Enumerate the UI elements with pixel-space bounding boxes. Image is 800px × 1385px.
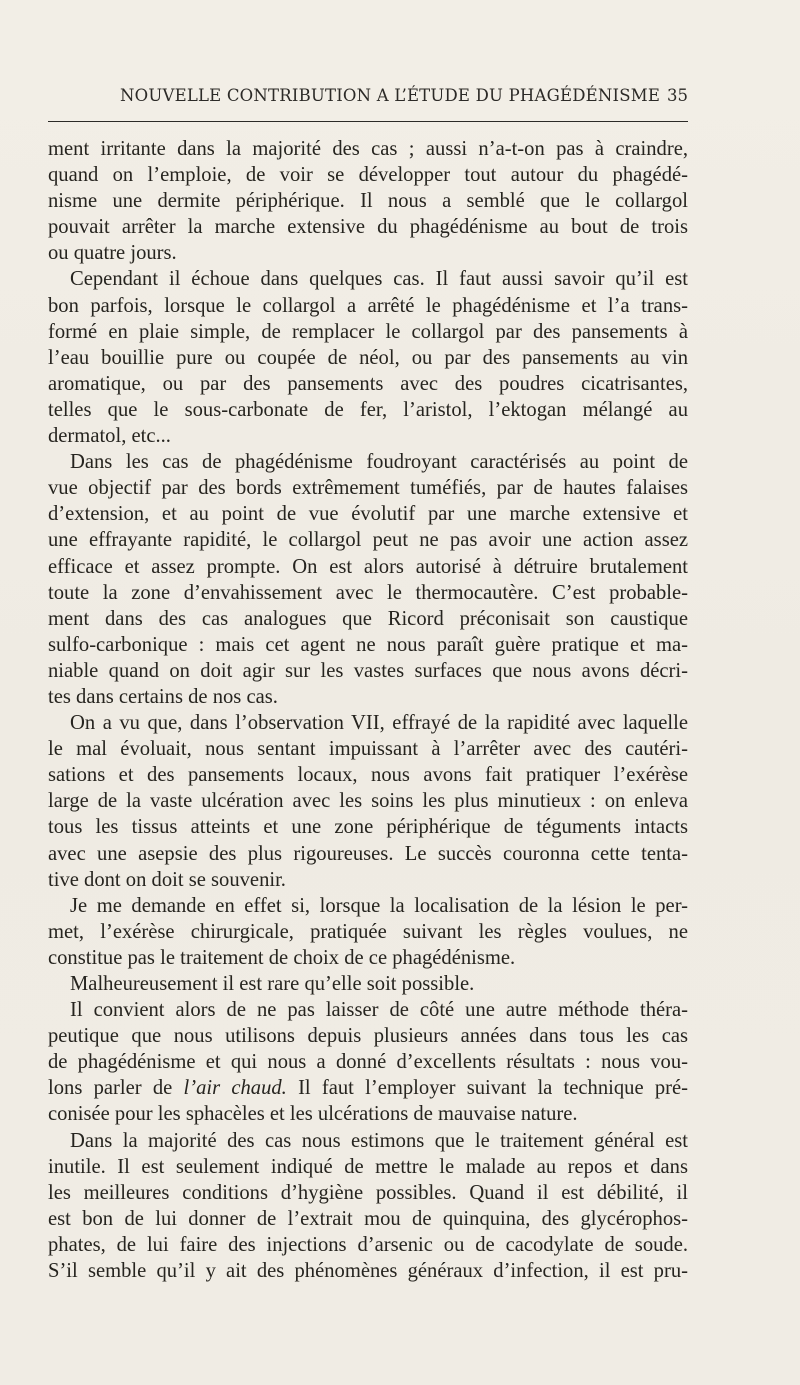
text-line: une effrayante rapidité, le collargol peut ne pas avoir une action assez (48, 529, 688, 552)
running-header (48, 84, 688, 112)
text-line: bon parfois, lorsque le collargol a arrêté le phagédénisme et l’a trans- (48, 294, 688, 317)
text-line: Il convient alors de ne pas laisser de côté une autre méthode théra- (70, 999, 688, 1022)
text-line: dermatol, etc... (48, 425, 171, 448)
text-line: l’eau bouillie pure ou coupée de néol, ou par des pansements au vin (48, 346, 688, 369)
text-line: ment irritante dans la majorité des cas ; aussi n’a-t-on pas à craindre, (48, 138, 688, 160)
header-rule (48, 121, 688, 122)
text-line: Malheureusement il est rare qu’elle soit possible. (70, 973, 475, 995)
text-line: toute la zone d’envahissement avec le thermocautère. C’est probable- (48, 581, 688, 604)
text-line: sulfo-carbonique : mais cet agent ne nous paraît guère pratique et ma- (48, 633, 688, 656)
text-line: sations et des pansements locaux, nous avons fait pratiquer l’exérèse (48, 764, 688, 787)
text-line: conisée pour les sphacèles et les ulcérations de mauvaise nature. (48, 1103, 578, 1126)
page-number: 35 (667, 86, 688, 105)
running-title: NOUVELLE CONTRIBUTION A L’ÉTUDE DU PHAGÉDÉNISME (120, 86, 661, 105)
text-line: ment dans des cas analogues que Ricord préconisait son caustique (48, 607, 688, 630)
text-line: telles que le sous-carbonate de fer, l’aristol, l’ektogan mélangé au (48, 398, 688, 421)
text-line: ou quatre jours. (48, 242, 177, 265)
text-line: est bon de lui donner de l’extrait mou de quinquina, des glycérophos- (48, 1207, 688, 1230)
body-text (48, 136, 688, 1284)
text-line: phates, de lui faire des injections d’arsenic ou de cacodylate de soude. (48, 1233, 688, 1256)
text-line: le mal évoluait, nous sentant impuissant à l’arrêter avec des cautéri- (48, 738, 688, 761)
italic-term: l’air chaud. (183, 1077, 287, 1100)
text-line: les meilleures conditions d’hygiène possibles. Quand il est débilité, il (48, 1181, 688, 1204)
text-line: tous les tissus atteints et une zone périphérique de téguments intacts (48, 816, 688, 839)
text-line: aromatique, ou par des pansements avec des poudres cicatrisantes, (48, 372, 688, 395)
text-line: peutique que nous utilisons depuis plusieurs années dans tous les cas (48, 1025, 688, 1048)
text-line: Dans les cas de phagédénisme foudroyant caractérisés au point de (70, 451, 688, 474)
text-line (48, 1075, 688, 1101)
text-line: quand on l’emploie, de voir se développer tout autour du phagédé- (48, 164, 688, 187)
text-line: pouvait arrêter la marche extensive du phagédénisme au bout de trois (48, 216, 688, 239)
text-segment: lons parler de (48, 1077, 184, 1100)
text-line: efficace et assez prompte. On est alors autorisé à détruire brutalement (48, 555, 688, 578)
text-line: inutile. Il est seulement indiqué de mettre le malade au repos et dans (48, 1155, 688, 1178)
text-line: nisme une dermite périphérique. Il nous a semblé que le collargol (48, 190, 688, 213)
text-line: On a vu que, dans l’observation VII, effrayé de la rapidité avec laquelle (70, 712, 688, 735)
text-line: de phagédénisme et qui nous a donné d’excellents résultats : nous vou- (48, 1051, 688, 1074)
text-line: Cependant il échoue dans quelques cas. Il faut aussi savoir qu’il est (70, 268, 688, 291)
text-line: S’il semble qu’il y ait des phénomènes généraux d’infection, il est pru- (48, 1260, 688, 1283)
text-line: avec une asepsie des plus rigoureuses. Le succès couronna cette tenta- (48, 842, 688, 865)
text-line: formé en plaie simple, de remplacer le collargol par des pansements à (48, 320, 688, 343)
text-line: niable quand on doit agir sur les vastes surfaces que nous avons décri- (48, 659, 688, 682)
text-line: tes dans certains de nos cas. (48, 685, 278, 708)
text-line: d’extension, et au point de vue évolutif par une marche extensive et (48, 503, 688, 526)
text-line: met, l’exérèse chirurgicale, pratiquée suivant les règles voulues, ne (48, 920, 688, 943)
text-line: Je me demande en effet si, lorsque la localisation de la lésion le per- (70, 894, 688, 917)
text-segment: Il faut l’employer suivant la technique pré- (286, 1077, 688, 1100)
text-line: tive dont on doit se souvenir. (48, 868, 286, 891)
text-line: vue objectif par des bords extrêmement tuméfiés, par de hautes falaises (48, 477, 688, 500)
text-line: constitue pas le traitement de choix de ce phagédénisme. (48, 946, 516, 969)
text-line: Dans la majorité des cas nous estimons que le traitement général est (70, 1129, 688, 1152)
text-line: large de la vaste ulcération avec les soins les plus minutieux : on enleva (48, 790, 688, 813)
